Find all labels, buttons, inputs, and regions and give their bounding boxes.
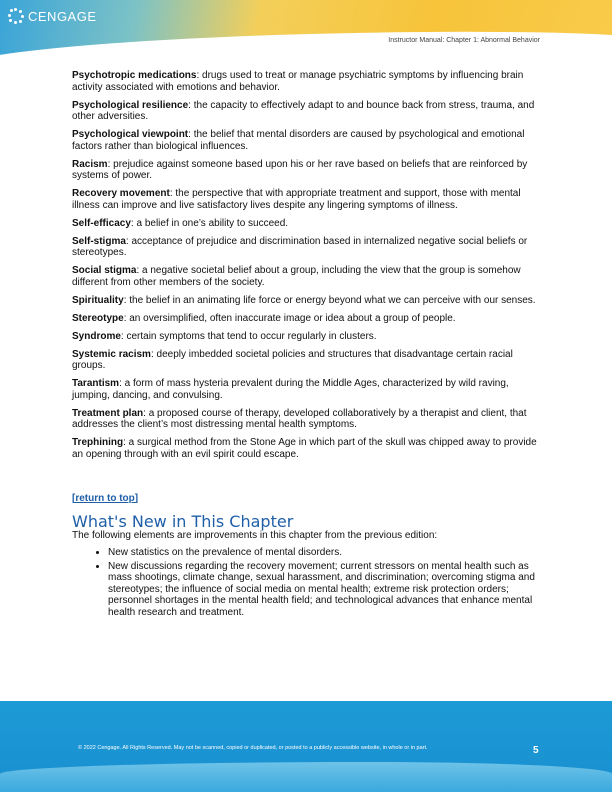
glossary-item bbox=[72, 129, 537, 152]
glossary-term: Psychotropic medications bbox=[72, 70, 197, 81]
glossary-definition: : prejudice against someone based upon his or her rave based on beliefs that are reinforced by systems of power. bbox=[72, 158, 528, 181]
glossary-definition: : an oversimplified, often inaccurate image or idea about a group of people. bbox=[123, 312, 456, 324]
glossary-term: Stereotype bbox=[72, 312, 124, 324]
section-heading: What's New in This Chapter bbox=[72, 512, 294, 531]
glossary-item bbox=[72, 188, 537, 211]
glossary-item bbox=[72, 265, 537, 288]
glossary-term: Systemic racism bbox=[72, 348, 151, 360]
return-to-top-link[interactable]: [return to top] bbox=[72, 492, 139, 504]
cengage-logo bbox=[8, 8, 97, 24]
glossary-item bbox=[72, 218, 537, 230]
glossary-definition: : a belief in one’s ability to succeed. bbox=[130, 217, 289, 229]
section-intro: The following elements are improvements in this chapter from the previous edition: bbox=[72, 529, 438, 541]
glossary-item bbox=[72, 159, 537, 182]
glossary-term: Psychological viewpoint bbox=[72, 129, 189, 140]
bullet-item: • New statistics on the prevalence of mental disorders. bbox=[108, 547, 537, 559]
glossary-term: Tarantism bbox=[72, 378, 120, 389]
glossary-item bbox=[72, 437, 537, 460]
glossary-definition: : a negative societal belief about a group, including the view that the group is somehow different from other members of the society. bbox=[72, 265, 521, 288]
cengage-logo-icon bbox=[8, 8, 24, 24]
bullet-list bbox=[72, 547, 537, 618]
page-content bbox=[72, 70, 537, 620]
glossary-definition: : deeply imbedded societal policies and structures that disadvantage certain racial groups. bbox=[72, 348, 513, 371]
glossary-term: Self-stigma bbox=[72, 235, 126, 247]
glossary-definition: : a proposed course of therapy, developed collaboratively by a therapist and client, that addresses the client’s most distressing mental health symptoms. bbox=[72, 407, 527, 430]
glossary-definition: : drugs used to treat or manage psychiatric symptoms by influencing brain activity associated with emotions and behavior. bbox=[72, 70, 524, 93]
glossary-item bbox=[72, 70, 537, 93]
glossary-item bbox=[72, 313, 537, 325]
copyright-notice: © 2022 Cengage. All Rights Reserved. May not be scanned, copied or duplicated, or posted to a publicly accessible website, in whole or in part. bbox=[78, 745, 428, 751]
page-number: 5 bbox=[533, 745, 539, 756]
footer-wave bbox=[0, 762, 612, 792]
glossary-term: Social stigma bbox=[72, 265, 137, 276]
glossary-term: Racism bbox=[72, 158, 108, 170]
glossary-definition: : acceptance of prejudice and discrimination based in internalized negative social beliefs or stereotypes. bbox=[72, 235, 528, 258]
glossary-definition: : the capacity to effectively adapt to and bounce back from stress, trauma, and other adversities. bbox=[72, 99, 535, 122]
glossary-list bbox=[72, 70, 537, 460]
glossary-term: Trephining bbox=[72, 437, 124, 448]
glossary-definition: : a surgical method from the Stone Age in which part of the skull was chipped away to provide an opening through with an evil spirit could escape. bbox=[72, 437, 537, 460]
glossary-term: Psychological resilience bbox=[72, 99, 189, 111]
glossary-definition: : the perspective that with appropriate treatment and support, those with mental illness can improve and live satisfactory lives despite any lingering symptoms of illness. bbox=[72, 188, 521, 211]
glossary-item bbox=[72, 408, 537, 431]
glossary-term: Treatment plan bbox=[72, 407, 144, 419]
glossary-term: Syndrome bbox=[72, 330, 121, 342]
glossary-definition: : certain symptoms that tend to occur regularly in clusters. bbox=[120, 330, 377, 342]
glossary-definition: : a form of mass hysteria prevalent during the Middle Ages, characterized by wild raving, jumping, dancing, and convulsing. bbox=[72, 378, 509, 401]
page-footer bbox=[0, 701, 612, 792]
logo-text: CENGAGE bbox=[28, 8, 97, 24]
glossary-item bbox=[72, 100, 537, 123]
glossary-term: Recovery movement bbox=[72, 188, 170, 199]
glossary-definition: : the belief that mental disorders are caused by psychological and emotional factors rather than biological influences. bbox=[72, 129, 525, 152]
header-title: Instructor Manual: Chapter 1: Abnormal Behavior bbox=[388, 37, 540, 44]
glossary-item bbox=[72, 378, 537, 401]
glossary-item bbox=[72, 236, 537, 259]
bullet-item: • New discussions regarding the recovery movement; current stressors on mental health such as mass shootings, climate change, sexual harassment, and discrimination; overcoming stigma and stereotypes; the influence of social media on mental health; extreme risk protection orders; personnel shortages in the mental health field; and technological advances that enhance mental health research and treatment. bbox=[108, 561, 537, 619]
glossary-item bbox=[72, 331, 537, 343]
glossary-item bbox=[72, 349, 537, 372]
glossary-term: Spirituality bbox=[72, 294, 124, 306]
glossary-term: Self-efficacy bbox=[72, 217, 131, 229]
page-header bbox=[0, 0, 612, 62]
glossary-definition: : the belief in an animating life force or energy beyond what we can perceive with our senses. bbox=[123, 294, 536, 306]
glossary-item bbox=[72, 295, 537, 307]
